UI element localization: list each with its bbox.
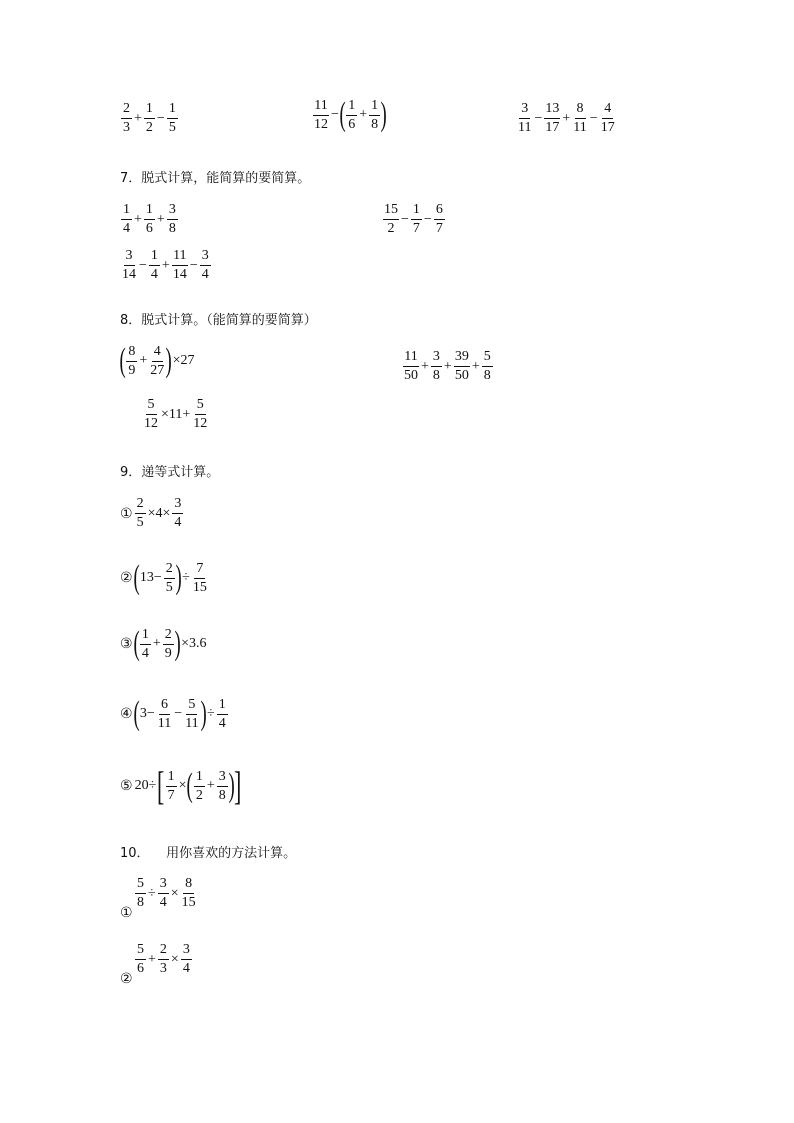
right-bracket: ] bbox=[234, 763, 242, 808]
expr-6-2: $\frac{11}{12}$ − ( $\frac{1}{6}$ + $\frac{1}{8}$ ) bbox=[314, 96, 387, 133]
fraction: $\frac{7}{15}$ bbox=[192, 560, 207, 595]
fraction: $\frac{1}{4}$ bbox=[123, 202, 130, 236]
left-paren: ( bbox=[133, 559, 140, 596]
fraction: $\frac{2}{3}$ bbox=[159, 942, 167, 976]
left-paren: ( bbox=[119, 342, 126, 379]
expr-9-4: ④ ( 3− $\frac{6}{11}$ − $\frac{5}{11}$ ) ÷ $\frac{1}{4}$ bbox=[120, 695, 226, 732]
question-8-heading: 8．脱式计算。（能简算的要简算） bbox=[120, 313, 317, 328]
expr-7-1: $\frac{1}{4}$ + $\frac{1}{6}$ + $\frac{3}{8}$ bbox=[123, 202, 176, 236]
expr-6-3: $\frac{3}{11}$ − $\frac{13}{17}$ + $\frac{8}{11}$ − $\frac{4}{17}$ bbox=[518, 101, 615, 135]
fraction: $\frac{4}{17}$ bbox=[600, 101, 615, 135]
circled-number: ④ bbox=[120, 706, 133, 722]
circled-number: ③ bbox=[120, 636, 133, 652]
fraction: $\frac{8}{9}$ bbox=[128, 343, 136, 378]
fraction: $\frac{3}{4}$ bbox=[174, 496, 182, 530]
expr-6-1: $\frac{2}{3}$ + $\frac{1}{2}$ − $\frac{1}{5}$ bbox=[123, 101, 176, 135]
fraction: $\frac{39}{50}$ bbox=[454, 349, 469, 383]
fraction: $\frac{11}{14}$ bbox=[172, 248, 187, 282]
fraction: $\frac{4}{27}$ bbox=[150, 343, 165, 378]
expr-10-1: $\frac{5}{8}$ ÷ $\frac{3}{4}$ × $\frac{8}{15}$ bbox=[137, 876, 196, 910]
question-10-heading: 10． 用你喜欢的方法计算。 bbox=[120, 846, 297, 861]
fraction: $\frac{1}{4}$ bbox=[141, 626, 149, 661]
left-paren: ( bbox=[133, 625, 140, 662]
expr-9-2: ② ( 13− $\frac{2}{5}$ ) ÷ $\frac{7}{15}$ bbox=[120, 559, 207, 596]
left-paren: ( bbox=[339, 96, 346, 133]
expr-8-2: $\frac{11}{50}$ + $\frac{3}{8}$ + $\frac{39}{50}$ + $\frac{5}{8}$ bbox=[404, 349, 491, 383]
fraction: $\frac{1}{6}$ bbox=[348, 97, 356, 132]
left-bracket: [ bbox=[157, 763, 165, 808]
fraction: $\frac{5}{11}$ bbox=[185, 696, 199, 731]
question-9-heading: 9．递等式计算。 bbox=[120, 465, 220, 480]
fraction: $\frac{11}{12}$ bbox=[314, 97, 328, 132]
fraction: $\frac{3}{8}$ bbox=[218, 768, 226, 803]
expr-10-2: $\frac{5}{6}$ + $\frac{2}{3}$ × $\frac{3}{4}$ bbox=[137, 942, 190, 976]
fraction: $\frac{6}{7}$ bbox=[435, 202, 443, 236]
circled-number: ① bbox=[120, 905, 133, 921]
fraction: $\frac{5}{12}$ bbox=[193, 397, 208, 431]
fraction: $\frac{15}{2}$ bbox=[384, 202, 398, 236]
fraction: $\frac{3}{8}$ bbox=[168, 202, 176, 236]
question-7-heading: 7．脱式计算，能简算的要简算。 bbox=[120, 171, 311, 186]
fraction: $\frac{5}{8}$ bbox=[137, 876, 144, 910]
expr-8-3: $\frac{5}{12}$ ×11+ $\frac{5}{12}$ bbox=[144, 397, 208, 431]
fraction: $\frac{3}{14}$ bbox=[122, 248, 136, 282]
circled-number: ⑤ bbox=[120, 778, 133, 794]
fraction: $\frac{13}{17}$ bbox=[545, 101, 560, 135]
expr-9-5: ⑤ 20÷ [ $\frac{1}{7}$ × ( $\frac{1}{2}$ + $\frac{3}{8}$ ) ] bbox=[120, 763, 242, 808]
expr-9-1: ① $\frac{2}{5}$ ×4× $\frac{3}{4}$ bbox=[120, 496, 182, 530]
right-paren: ) bbox=[175, 559, 182, 596]
fraction: $\frac{1}{2}$ bbox=[195, 768, 203, 803]
left-paren: ( bbox=[133, 695, 140, 732]
fraction: $\frac{5}{8}$ bbox=[483, 349, 491, 383]
fraction: $\frac{1}{2}$ bbox=[145, 101, 153, 135]
fraction: $\frac{3}{4}$ bbox=[182, 942, 190, 976]
expr-7-2: $\frac{15}{2}$ − $\frac{1}{7}$ − $\frac{6}{7}$ bbox=[384, 202, 443, 236]
fraction: $\frac{1}{4}$ bbox=[150, 248, 158, 282]
fraction: $\frac{3}{4}$ bbox=[159, 876, 167, 910]
fraction: $\frac{5}{6}$ bbox=[137, 942, 144, 976]
expr-9-3: ③ ( $\frac{1}{4}$ + $\frac{2}{9}$ ) ×3.6 bbox=[120, 625, 207, 662]
fraction: $\frac{11}{50}$ bbox=[404, 349, 418, 383]
fraction: $\frac{3}{11}$ bbox=[518, 101, 532, 135]
circled-number: ② bbox=[120, 971, 133, 987]
circled-number: ② bbox=[120, 570, 133, 586]
fraction: $\frac{1}{8}$ bbox=[371, 97, 379, 132]
right-paren: ) bbox=[200, 695, 207, 732]
right-paren: ) bbox=[380, 96, 387, 133]
circled-number: ① bbox=[120, 505, 133, 522]
fraction: $\frac{1}{6}$ bbox=[145, 202, 153, 236]
fraction: $\frac{5}{12}$ bbox=[144, 397, 158, 431]
expr-7-3: $\frac{3}{14}$ − $\frac{1}{4}$ + $\frac{11}{14}$ − $\frac{3}{4}$ bbox=[122, 248, 209, 282]
fraction: $\frac{2}{5}$ bbox=[136, 496, 144, 530]
fraction: $\frac{2}{3}$ bbox=[123, 101, 130, 135]
expr-8-1: ( $\frac{8}{9}$ + $\frac{4}{27}$ ) ×27 bbox=[119, 342, 195, 379]
fraction: $\frac{6}{11}$ bbox=[157, 696, 172, 731]
fraction: $\frac{3}{4}$ bbox=[201, 248, 209, 282]
fraction: $\frac{1}{5}$ bbox=[168, 101, 176, 135]
fraction: $\frac{3}{8}$ bbox=[432, 349, 440, 383]
fraction: $\frac{8}{15}$ bbox=[181, 876, 196, 910]
fraction: $\frac{2}{5}$ bbox=[165, 560, 173, 595]
fraction: $\frac{1}{7}$ bbox=[167, 768, 175, 803]
fraction: $\frac{1}{7}$ bbox=[412, 202, 420, 236]
right-paren: ) bbox=[228, 767, 235, 804]
right-paren: ) bbox=[165, 342, 173, 379]
fraction: $\frac{8}{11}$ bbox=[573, 101, 587, 135]
right-paren: ) bbox=[174, 625, 181, 662]
fraction: $\frac{1}{4}$ bbox=[218, 696, 226, 731]
fraction: $\frac{2}{9}$ bbox=[164, 626, 172, 661]
left-paren: ( bbox=[187, 767, 194, 804]
